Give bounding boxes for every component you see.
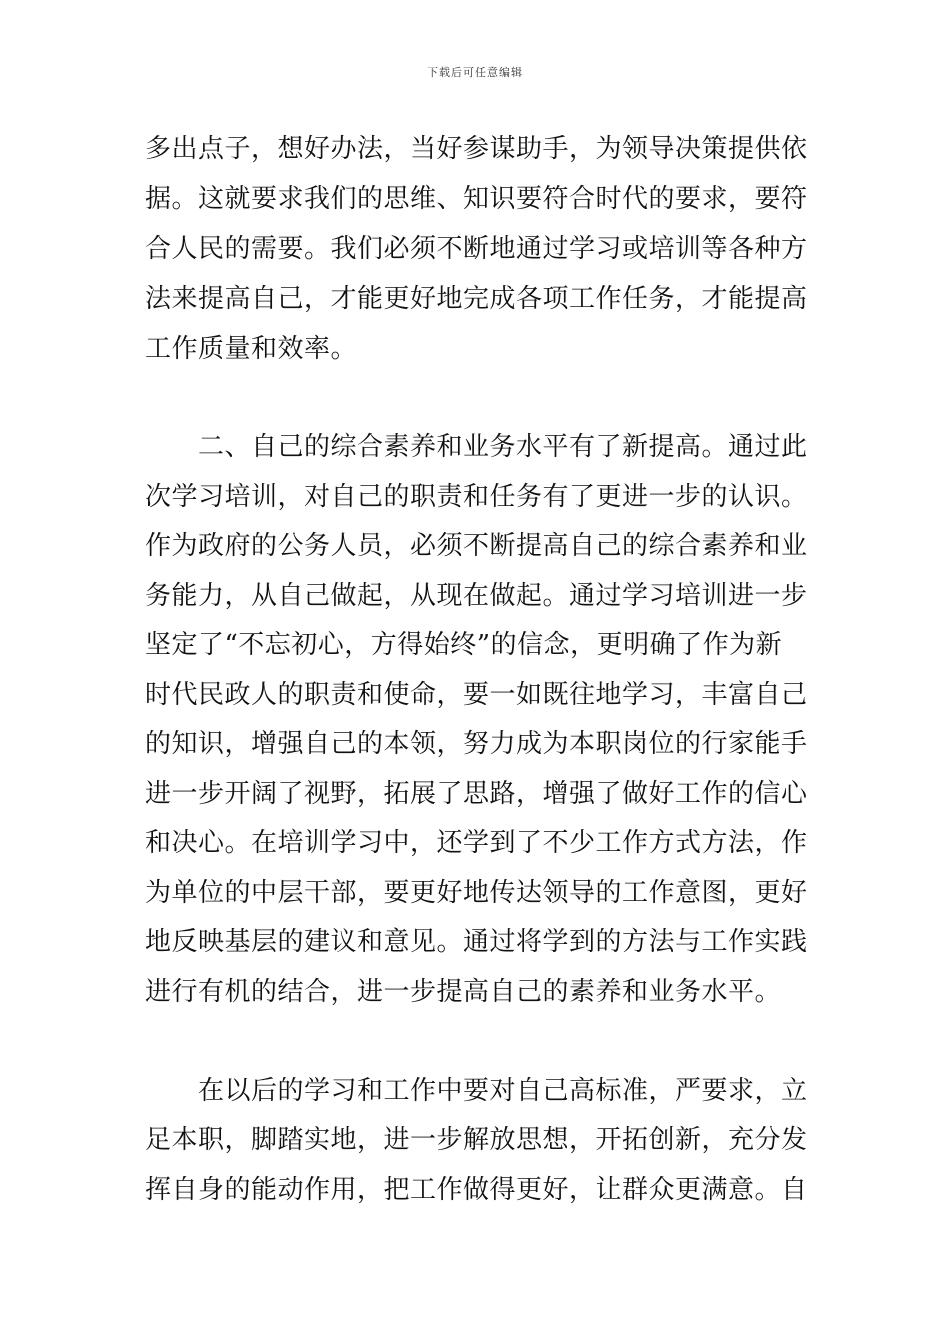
text-line: 法来提高自己，才能更好地完成各项工作任务，才能提高 [145, 284, 808, 314]
text-line: 据。这就要求我们的思维、知识要符合时代的要求，要符 [145, 184, 808, 214]
text-line: 工作质量和效率。 [145, 334, 358, 364]
text-line: 二、自己的综合素养和业务水平有了新提高。通过此 [198, 432, 808, 462]
text-line: 次学习培训，对自己的职责和任务有了更进一步的认识。 [145, 482, 808, 512]
text-line: 务能力，从自己做起，从现在做起。通过学习培训进一步 [145, 581, 808, 611]
text-line: 的知识，增强自己的本领，努力成为本职岗位的行家能手 [145, 729, 808, 759]
text-line: 为单位的中层干部，要更好地传达领导的工作意图，更好 [145, 878, 808, 908]
text-line: 挥自身的能动作用，把工作做得更好，让群众更满意。自 [145, 1175, 808, 1205]
text-line: 进行有机的结合，进一步提高自己的素养和业务水平。 [145, 977, 782, 1007]
page-header: 下载后可任意编辑 [427, 66, 523, 79]
text-line: 足本职，脚踏实地，进一步解放思想，开拓创新，充分发 [145, 1125, 808, 1155]
text-line: 坚定了“不忘初心，方得始终”的信念，更明确了作为新 [145, 630, 783, 660]
text-line: 进一步开阔了视野，拓展了思路，增强了做好工作的信心 [145, 779, 808, 809]
text-line: 地反映基层的建议和意见。通过将学到的方法与工作实践 [145, 927, 808, 957]
text-line: 在以后的学习和工作中要对自己高标准，严要求，立 [198, 1076, 808, 1106]
text-line: 和决心。在培训学习中，还学到了不少工作方式方法，作 [145, 828, 808, 858]
text-line: 多出点子，想好办法，当好参谋助手，为领导决策提供依 [145, 134, 808, 164]
text-line: 时代民政人的职责和使命，要一如既往地学习，丰富自己 [145, 680, 808, 710]
text-line: 作为政府的公务人员，必须不断提高自己的综合素养和业 [145, 531, 808, 561]
text-line: 合人民的需要。我们必须不断地通过学习或培训等各种方 [145, 234, 808, 264]
